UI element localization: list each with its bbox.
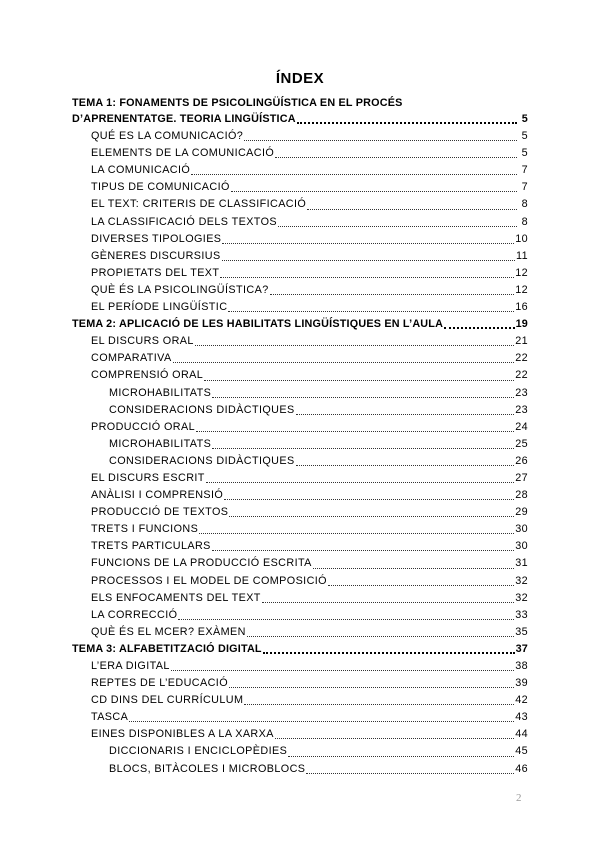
toc-entry-page: 12 xyxy=(515,283,528,296)
table-of-contents xyxy=(72,96,528,778)
dot-leader xyxy=(313,568,514,569)
toc-entry-page: 7 xyxy=(521,164,528,177)
toc-entry-label: FUNCIONS DE LA PRODUCCIÓ ESCRITA xyxy=(91,557,312,570)
toc-entry-page: 22 xyxy=(515,369,528,382)
dot-leader xyxy=(244,704,514,705)
toc-entry-label: CONSIDERACIONS DIDÀCTIQUES xyxy=(109,454,295,467)
toc-entry-page: 25 xyxy=(515,437,528,450)
toc-entry-page: 16 xyxy=(515,301,528,314)
toc-entry-label: COMPRENSIÓ ORAL xyxy=(91,369,204,382)
dot-leader xyxy=(220,277,514,278)
toc-entry-label: BLOCS, BITÀCOLES I MICROBLOCS xyxy=(109,762,306,775)
toc-entry-page: 45 xyxy=(515,745,528,758)
toc-entry-label: MICROHABILITATS xyxy=(109,437,212,450)
toc-entry[interactable] xyxy=(72,504,528,521)
toc-entry-page: 35 xyxy=(515,625,528,638)
toc-entry-page: 12 xyxy=(515,266,528,279)
toc-entry[interactable] xyxy=(72,367,528,384)
dot-leader xyxy=(307,209,517,210)
toc-entry-page: 11 xyxy=(515,249,528,262)
toc-entry[interactable] xyxy=(72,436,528,453)
page-number: 2 xyxy=(516,792,522,804)
toc-entry[interactable] xyxy=(72,726,528,743)
toc-entry-label: PROPIETATS DEL TEXT xyxy=(91,266,220,279)
dot-leader xyxy=(173,362,515,363)
toc-entry[interactable] xyxy=(72,385,528,402)
toc-entry[interactable] xyxy=(72,282,528,299)
toc-entry[interactable] xyxy=(72,453,528,470)
toc-entry-label: DIVERSES TIPOLOGIES xyxy=(91,232,222,245)
dot-leader xyxy=(296,414,515,415)
toc-entry-page: 7 xyxy=(521,181,528,194)
toc-entry[interactable] xyxy=(72,265,528,282)
toc-entry-label: L’ERA DIGITAL xyxy=(91,660,170,672)
toc-entry-label: GÈNERES DISCURSIUS xyxy=(91,249,221,262)
toc-entry[interactable] xyxy=(72,607,528,624)
toc-entry-label: QUÉ ES LA COMUNICACIÓ? xyxy=(91,130,244,143)
toc-entry[interactable] xyxy=(72,692,528,709)
toc-entry-page: 46 xyxy=(515,762,528,775)
toc-entry-label: LA COMUNICACIÓ xyxy=(91,164,191,177)
toc-entry[interactable] xyxy=(72,333,528,350)
dot-leader xyxy=(278,226,517,227)
toc-entry[interactable] xyxy=(72,419,528,436)
toc-entry-label: TEMA 3: ALFABETITZACIÓ DIGITAL xyxy=(72,642,262,655)
toc-entry[interactable] xyxy=(72,709,528,726)
toc-entry[interactable] xyxy=(72,231,528,248)
toc-entry-page: 30 xyxy=(515,540,528,553)
toc-entry-label: QUÈ ÉS EL MCER? EXÀMEN xyxy=(91,625,246,638)
toc-entry-page: 37 xyxy=(515,642,528,655)
toc-entry-label: ELS ENFOCAMENTS DEL TEXT xyxy=(91,591,261,604)
toc-entry-label: PRODUCCIÓ ORAL xyxy=(91,420,195,433)
toc-entry-label: CONSIDERACIONS DIDÀCTIQUES xyxy=(109,403,295,416)
toc-entry-page: 10 xyxy=(515,232,528,245)
toc-entry-page: 5 xyxy=(521,147,528,160)
toc-entry[interactable] xyxy=(72,162,528,179)
dot-leader xyxy=(204,380,514,381)
toc-entry-page: 44 xyxy=(515,728,528,741)
toc-entry-page: 21 xyxy=(515,335,528,348)
toc-entry-label: TRETS PARTICULARS xyxy=(91,540,211,553)
dot-leader xyxy=(178,619,514,620)
toc-entry-page: 29 xyxy=(515,506,528,519)
toc-entry[interactable] xyxy=(72,179,528,196)
toc-entry-label: REPTES DE L’EDUCACIÓ xyxy=(91,677,228,690)
toc-entry-page: 32 xyxy=(515,591,528,604)
dot-leader xyxy=(199,533,514,534)
dot-leader xyxy=(171,670,514,671)
toc-entry-page: 39 xyxy=(515,677,528,690)
toc-entry-label: ANÀLISI I COMPRENSIÓ xyxy=(91,489,224,502)
toc-entry-page: 8 xyxy=(521,215,528,228)
dot-leader xyxy=(206,482,514,483)
toc-entry[interactable] xyxy=(72,675,528,692)
toc-entry[interactable] xyxy=(72,624,528,641)
toc-entry-page: 43 xyxy=(515,711,528,724)
dot-leader xyxy=(296,465,515,466)
toc-entry[interactable] xyxy=(72,196,528,213)
toc-entry-label: PRODUCCIÓ DE TEXTOS xyxy=(91,506,229,519)
dot-leader xyxy=(212,397,514,398)
toc-entry-label: COMPARATIVA xyxy=(91,352,172,365)
toc-entry[interactable] xyxy=(72,761,528,778)
dot-leader xyxy=(270,294,515,295)
toc-entry[interactable] xyxy=(72,538,528,555)
toc-entry-page: 23 xyxy=(515,403,528,416)
toc-entry-page: 31 xyxy=(515,557,528,570)
toc-entry-page: 28 xyxy=(515,489,528,502)
dot-leader xyxy=(262,602,514,603)
dot-leader xyxy=(212,550,514,551)
dot-leader xyxy=(263,652,515,654)
toc-entry-label: EINES DISPONIBLES A LA XARXA xyxy=(91,728,274,741)
toc-entry[interactable] xyxy=(72,145,528,162)
toc-entry-label: TASCA xyxy=(91,711,129,724)
dot-leader xyxy=(288,756,514,757)
toc-entry-label: EL DISCURS ESCRIT xyxy=(91,471,205,484)
toc-chapter-entry[interactable] xyxy=(72,641,528,658)
toc-chapter-heading-line[interactable]: TEMA 1: FONAMENTS DE PSICOLINGÜÍSTICA EN EL PROCÉS xyxy=(72,97,403,109)
index-title: ÍNDEX xyxy=(275,70,325,87)
toc-chapter-entry[interactable] xyxy=(72,316,528,333)
toc-entry[interactable] xyxy=(72,214,528,231)
dot-leader xyxy=(297,122,517,124)
toc-entry-label: ELEMENTS DE LA COMUNICACIÓ xyxy=(91,147,275,160)
toc-entry-label: TIPUS DE COMUNICACIÓ xyxy=(91,181,230,194)
toc-entry-label: LA CLASSIFICACIÓ DELS TEXTOS xyxy=(91,215,278,228)
toc-entry-label: CD DINS DEL CURRÍCULUM xyxy=(91,694,244,707)
toc-entry[interactable] xyxy=(72,658,528,675)
toc-entry[interactable] xyxy=(72,299,528,316)
dot-leader xyxy=(222,243,514,244)
toc-entry[interactable] xyxy=(72,487,528,504)
toc-entry-page: 23 xyxy=(515,386,528,399)
toc-entry-page: 19 xyxy=(515,318,528,331)
toc-entry-label: MICROHABILITATS xyxy=(109,386,212,399)
toc-entry-label: QUÈ ÉS LA PSICOLINGÜÍSTICA? xyxy=(91,283,269,296)
dot-leader xyxy=(275,738,514,739)
dot-leader xyxy=(224,499,514,500)
toc-entry[interactable] xyxy=(72,521,528,538)
dot-leader xyxy=(195,345,514,346)
toc-entry-page: 38 xyxy=(515,660,528,672)
dot-leader xyxy=(231,191,517,192)
dot-leader xyxy=(212,448,514,449)
toc-entry-label: EL TEXT: CRITERIS DE CLASSIFICACIÓ xyxy=(91,198,307,211)
toc-entry[interactable] xyxy=(72,402,528,419)
dot-leader xyxy=(444,327,514,329)
dot-leader xyxy=(129,721,514,722)
toc-entry-page: 8 xyxy=(521,198,528,211)
toc-entry-page: 5 xyxy=(521,130,528,143)
dot-leader xyxy=(228,311,514,312)
toc-entry-label: EL PERÍODE LINGÜÍSTIC xyxy=(91,301,228,314)
toc-entry-label: TRETS I FUNCIONS xyxy=(91,523,199,536)
toc-entry[interactable] xyxy=(72,743,528,760)
toc-entry[interactable] xyxy=(72,555,528,572)
toc-entry-label: LA CORRECCIÓ xyxy=(91,608,178,621)
toc-entry-label: EL DISCURS ORAL xyxy=(91,335,194,348)
toc-entry-page: 27 xyxy=(515,471,528,484)
dot-leader xyxy=(191,174,517,175)
toc-entry-page: 42 xyxy=(515,694,528,707)
toc-entry-label: TEMA 2: APLICACIÓ DE LES HABILITATS LINGÜÍSTIQUES EN L’AULA xyxy=(72,318,444,331)
toc-entry-page: 33 xyxy=(515,608,528,621)
toc-entry-label: D’APRENENTATGE. TEORIA LINGÜÍSTICA xyxy=(72,113,296,125)
dot-leader xyxy=(247,636,514,637)
toc-entry[interactable] xyxy=(72,590,528,607)
toc-entry-page: 30 xyxy=(515,523,528,536)
toc-entry-page: 32 xyxy=(515,574,528,587)
dot-leader xyxy=(306,773,514,774)
dot-leader xyxy=(244,140,517,141)
toc-entry-page: 26 xyxy=(515,454,528,467)
toc-entry[interactable] xyxy=(72,248,528,265)
toc-entry-page: 24 xyxy=(515,420,528,433)
toc-entry-label: DICCIONARIS I ENCICLOPÈDIES xyxy=(109,745,288,758)
dot-leader xyxy=(196,431,514,432)
toc-entry[interactable] xyxy=(72,128,528,145)
toc-entry[interactable] xyxy=(72,573,528,590)
toc-entry-page: 5 xyxy=(521,113,528,125)
toc-entry[interactable] xyxy=(72,470,528,487)
dot-leader xyxy=(275,157,517,158)
dot-leader xyxy=(229,687,514,688)
toc-entry-page: 22 xyxy=(515,352,528,365)
dot-leader xyxy=(328,585,514,586)
toc-chapter-entry[interactable] xyxy=(72,111,528,128)
dot-leader xyxy=(229,516,514,517)
toc-entry-label: PROCESSOS I EL MODEL DE COMPOSICIÓ xyxy=(91,574,327,587)
dot-leader xyxy=(222,260,515,261)
toc-entry[interactable] xyxy=(72,350,528,367)
